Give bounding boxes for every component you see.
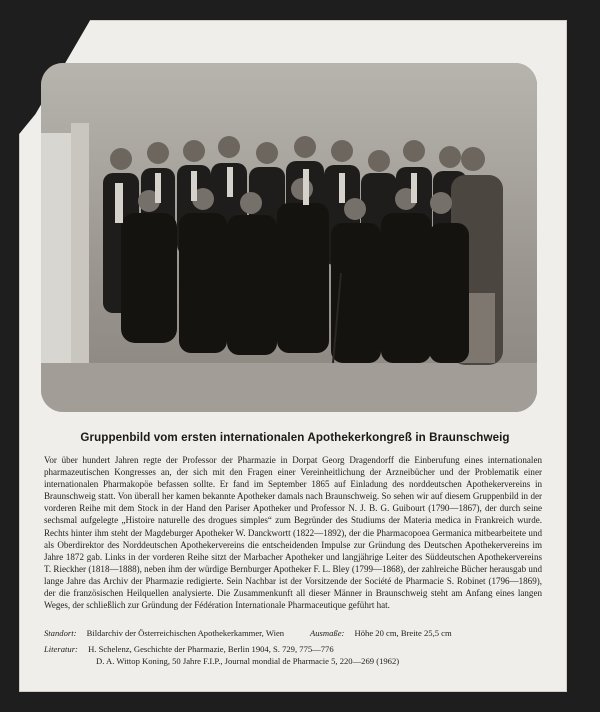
literatur-line-1: H. Schelenz, Geschichte der Pharmazie, Berlin 1904, S. 729, 775—776 <box>88 644 334 654</box>
standort-row <box>44 628 542 640</box>
literatur-label: Literatur: <box>44 644 78 654</box>
standort-label: Standort: <box>44 628 77 638</box>
ausmasse-value: Höhe 20 cm, Breite 25,5 cm <box>354 628 452 638</box>
caption-title: Gruppenbild vom ersten internationalen Apothekerkongreß in Braunschweig <box>80 431 510 444</box>
ausmasse-block <box>310 628 452 640</box>
standort-value: Bildarchiv der Österreichischen Apothekerkammer, Wien <box>86 628 285 638</box>
caption-body: Vor über hundert Jahren regte der Professor der Pharmazie in Dorpat Georg Dragendorff die Einberufung eines internationalen pharmazeutischen Kongresses an, der sich mit den Fragen einer Vereinheitlichung der Arzneibücher und der Problematik einer internationalen Pharmakopöe befassen sollte. Er fand im September 1865 auf Einladung des norddeutschen Apothekervereins in Braunschweig statt. Von überall her kamen bekannte Apotheker damals nach Braunschweig. So sehen wir auf diesem Gruppenbild in der vorderen Reihe mit dem Stock in der Hand den Pariser Apotheker und Professor N. J. B. G. Guibourt (1790—1867), der durch seine sechsmal aufgelegte „Histoire naturelle des drogues simples“ zum Begründer des Studiums der Materia medica in Frankreich wurde. Rechts hinter ihm steht der Magdeburger Apotheker W. Danckwortt (1822—1892), der die Pharmacopoea Germanica mitbearbeitete und als Oberdirektor des Norddeutschen Apothekervereins die entscheidenden Impulse zur Gründung des Deutschen Apothekervereins im Jahre 1872 gab. Links in der vorderen Reihe sitzt der Marbacher Apotheker und langjährige Leiter des Süddeutschen Apothekervereins T. Rieckher (1818—1888), neben ihm der würdige Bernburger Apotheker F. L. Bley (1799—1868), der zahlreiche Bücher herausgab und lange Jahre das Archiv der Pharmazie redigierte. Sein Nachbar ist der Vorsitzende der Société de Pharmacie S. Robinet (1796—1869), der die französischen Heilquellen analysierte. Die Zusammenkunft all dieser Männer in Braunschweig steht am Anfang eines langen Weges, der schließlich zur Gründung der Fédération Internationale Pharmaceutique geführt hat. <box>44 455 542 611</box>
group-portrait-photo <box>41 63 537 412</box>
group-photo <box>41 63 537 412</box>
literatur-row <box>44 644 542 667</box>
ausmasse-label: Ausmaße: <box>310 628 345 638</box>
literatur-line-2: D. A. Wittop Koning, 50 Jahre F.I.P., Journal mondial de Pharmacie 5, 220—269 (1962) <box>96 655 400 666</box>
